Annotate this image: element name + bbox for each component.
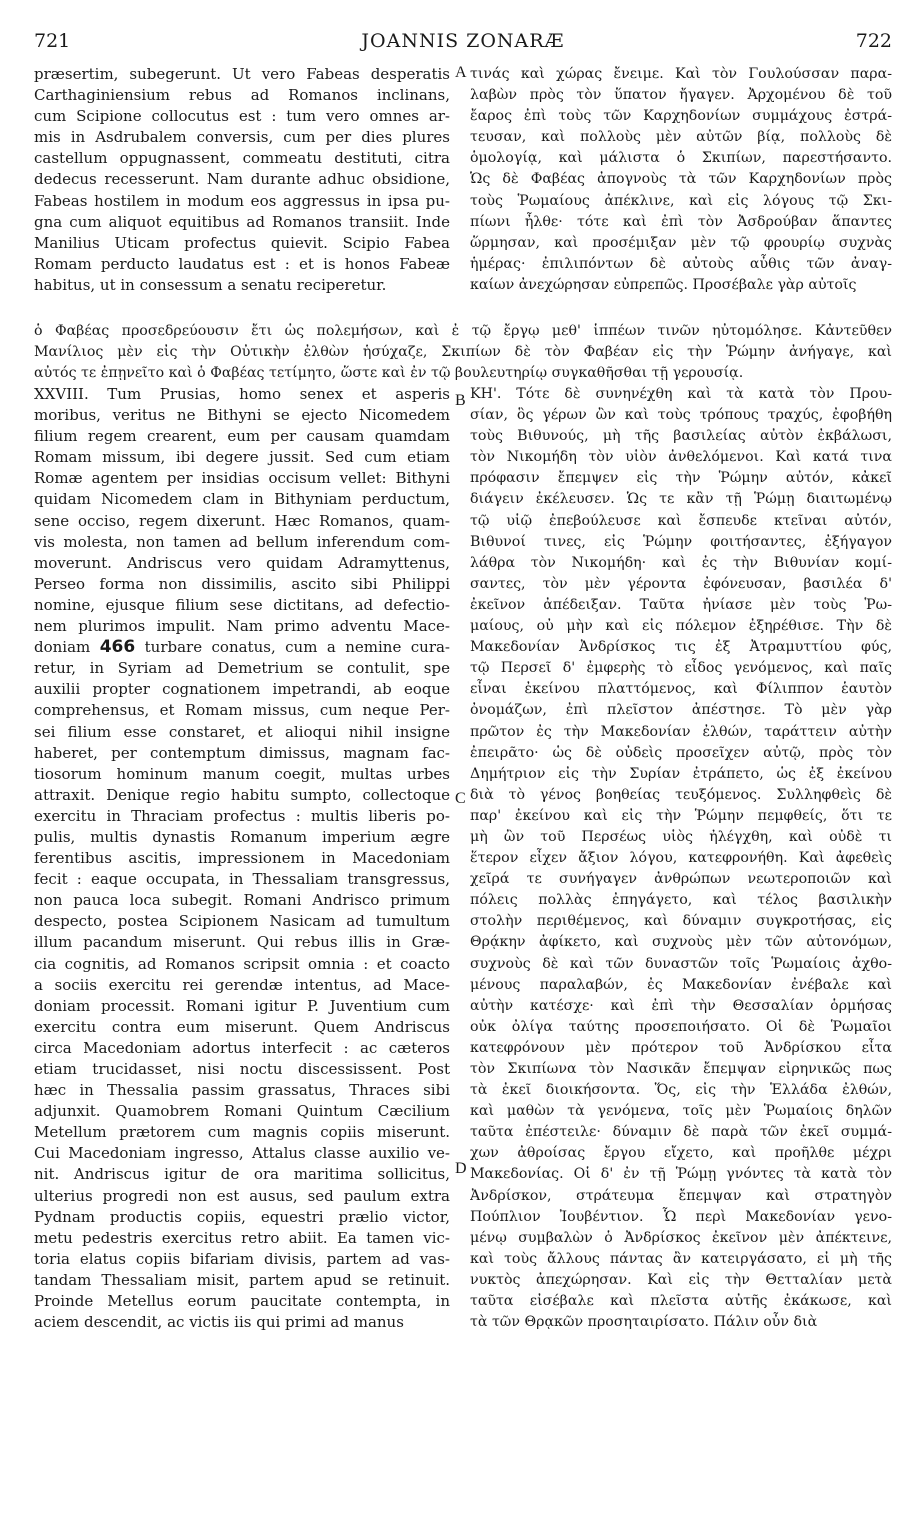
latin-text-line: pulis, multis dynastis Romanum imperium ægre [34, 827, 450, 846]
greek-text-line: μαίους, οὐ μὴν καὶ εἰς πόλεμον ἐξηρέθισε. Τὴν δὲ [470, 618, 892, 635]
greek-text-line: Μακεδονίαν Ἀνδρίσκος τις ἐξ Ἀτραμυττίου φύς, [470, 639, 892, 656]
latin-text-line: hæc in Thessalia passim grassatus, Thraces sibi [34, 1081, 450, 1100]
latin-text-line: tandam Thessaliam misit, partem apud se retinuit. [34, 1270, 450, 1289]
greek-text-line: τῷ υἱῷ ἐπεβούλευσε καὶ ἔσπευδε κτεῖναι αὐτόν, [470, 512, 892, 529]
greek-text-line: ὥρμησαν, καὶ προσέμιξαν μὲν τῷ φρουρίῳ συχνὰς [470, 234, 892, 251]
latin-text-line: Romam missum, ibi degere jussit. Sed cum etiam [34, 448, 450, 467]
greek-text-line: σαντες, τὸν μὲν γέροντα ἐφόνευσαν, βασιλέα δ' [470, 575, 892, 592]
latin-text-line: exercitu contra eum miserunt. Quem Andriscus [34, 1017, 450, 1036]
latin-text-line: Carthaginiensium rebus ad Romanos inclinans, [34, 86, 450, 105]
greek-text-line: Μακεδονίας. Οἱ δ' ἐν τῇ Ῥώμῃ γνόντες τὰ κατὰ τὸν [470, 1166, 892, 1183]
latin-text-line: cia cognitis, ad Romanos scripsit omnia : et coacto [34, 954, 450, 973]
greek-text-line: εἶναι ἐκείνου πλαττόμενος, καὶ Φίλιππον ἑαυτὸν [470, 681, 892, 698]
latin-text-line: præsertim, subegerunt. Ut vero Fabeas desperatis [34, 65, 450, 83]
greek-text-line: τὸν Σκιπίωνα τὸν Νασικᾶν ἔπεμψαν εἰρηνικῶς πως [470, 1061, 892, 1077]
latin-text-line: doniam 466 turbare conatus, cum a nemine cura- [34, 637, 450, 658]
greek-text-line: πρῶτον ἐς τὴν Μακεδονίαν ἐλθών, ταράττειν αὐτὴν [470, 723, 892, 740]
margin-letter-c: C [455, 790, 466, 807]
latin-text-line: adjunxit. Quamobrem Romani Quintum Cæcilium [34, 1102, 450, 1121]
greek-text-line: αὐτὴν κατέσχε· καὶ ἐπὶ τὴν Θεσσαλίαν ὁρμήσας [470, 997, 892, 1014]
latin-column-main [34, 384, 450, 1333]
greek-text-line: ἔαρος ἐπὶ τοὺς τῶν Καρχηδονίων συμμάχους ἐστρά- [470, 108, 892, 125]
greek-text-line: οὐκ ὀλίγα ταύτης προσεποιήσατο. Οἱ δὲ Ῥωμαῖοι [470, 1018, 892, 1035]
latin-text-line: Perseo forma non dissimilis, ascito sibi Philippi [34, 574, 450, 593]
greek-text-line: ἕτερον εἶχεν ἄξιον λόγου, κατεφρονήθη. Καὶ ἀφεθεὶς [470, 850, 892, 867]
latin-text-line: moribus, veritus ne Bithyni se ejecto Nicomedem [34, 406, 450, 425]
latin-text-line: XXVIII. Tum Prusias, homo senex et asperis [34, 385, 450, 403]
latin-text-line: attraxit. Denique regio habitu sumpto, collectoque [34, 785, 450, 804]
latin-text-line: filium regem crearent, eum per causam quamdam [34, 427, 450, 446]
margin-letter-d: D [455, 1160, 467, 1177]
latin-text-line: nem plurimos impulit. Nam primo adventu Mace- [34, 617, 450, 636]
latin-text-line: exercitu in Thraciam profectus : multis liberis po- [34, 806, 450, 825]
greek-text-line: Ὡς δὲ Φαβέας ἀπογνοὺς τὰ τῶν Καρχηδονίων πρὸς [470, 171, 892, 188]
latin-text-line: a sociis exercitu rei gerendæ intentus, ad Mace- [34, 975, 450, 994]
greek-text-line: ἐκεῖνον ἀπέδειξαν. Ταῦτα ἠνίασε μὲν τοὺς Ῥω- [470, 596, 892, 613]
greek-text-line: λάθρα τὸν Νικομήδη· καὶ ἐς τὴν Βιθυνίαν κομί- [470, 554, 892, 571]
greek-column-top [470, 64, 892, 296]
greek-text-line: τὸν Νικομήδη τὸν υἱὸν ἀνθελόμενοι. Καὶ κατά τινα [470, 449, 892, 466]
latin-text-line: ferentibus ascitis, impressionem in Macedoniam [34, 849, 450, 868]
greek-text-line: Μανίλιος μὲν εἰς τὴν Οὐτικὴν ἐλθὼν ἡσύχαζε, Σκιπίων δὲ τὸν Φαβέαν εἰς τὴν Ῥώμην ἀνήγαγε, καὶ [34, 344, 892, 361]
latin-text-line: despecto, postea Scipionem Nasicam ad tumultum [34, 912, 450, 931]
margin-letter-a: A [455, 64, 467, 81]
latin-text-line: Cui Macedoniam ingresso, Attalus classe auxilio ve- [34, 1144, 450, 1163]
latin-text-line: Fabeas hostilem in modum eos aggressus in ipsa pu- [34, 191, 450, 210]
greek-text-line: πίωνι ἦλθε· τότε καὶ ἐπὶ τὸν Ἀσδρούβαν ἅπαντες [470, 213, 892, 230]
latin-text-line: circa Macedoniam adortus interfecit : ac cæteros [34, 1038, 450, 1057]
latin-text-line: auxilii propter cognationem impetrandi, ab eoque [34, 680, 450, 699]
latin-text-line: nit. Andriscus igitur de ora maritima sollicitus, [34, 1165, 450, 1184]
latin-text-line: comprehensus, et Romam missus, cum neque Per- [34, 701, 450, 720]
latin-text-line: Proinde Metellus eorum paucitate contempta, in [34, 1292, 450, 1311]
greek-text-line: ταῦτα ἐπέστειλε· δύναμιν δὲ παρὰ τῶν ἐκεῖ συμμά- [470, 1124, 892, 1141]
latin-text-line: dedecus recesserunt. Nam durante adhuc obsidione, [34, 170, 450, 189]
latin-text-line: Romam perducto laudatus est : et is honos Fabeæ [34, 254, 450, 273]
greek-text-line: παρ' ἐκείνου καὶ εἰς τὴν Ῥώμην πεμφθείς, ὅτι τε [470, 807, 892, 824]
greek-text-line: μὴ ὢν τοῦ Περσέως υἱὸς ἠλέγχθη, καὶ οὐδὲ τι [470, 828, 892, 845]
greek-text-line: στολὴν περιθέμενος, καὶ δύναμιν συγκροτήσας, εἰς [470, 913, 892, 930]
latin-text-line: habitus, ut in consessum a senatu reciperetur. [34, 275, 387, 294]
greek-text-line: μένῳ συμβαλὼν ὁ Ἀνδρίσκος ἐκεῖνον μὲν ἀπέκτεινε, [470, 1229, 892, 1246]
greek-text-line: κατεφρόνουν μὲν πρότερον τοῦ Ἀνδρίσκου εἶτα [470, 1039, 892, 1056]
greek-text-line: λαβὼν πρὸς τὸν ὕπατον ἤγαγεν. Ἀρχομένου δὲ τοῦ [470, 87, 892, 104]
greek-text-line: διάγειν ἐκέλευσεν. Ὡς τε κἂν τῇ Ῥώμῃ διαιτωμένῳ [470, 491, 892, 508]
greek-text-line: ὁμολογίᾳ, καὶ μάλιστα ὁ Σκιπίων, παρεστήσαντο. [470, 150, 892, 167]
greek-text-line: καίων ἀνεχώρησαν εὐπρεπῶς. Προσέβαλε γὰρ αὐτοῖς [470, 276, 857, 293]
greek-text-line: ὁ Φαβέας προσεδρεύουσιν ἔτι ὡς πολεμήσων, καὶ ἐ τῷ ἔργῳ μεθ' ἱππέων τινῶν ηὐτομόλησε. Κἀντεῦθεν [34, 323, 892, 339]
greek-text-line: τευσαν, καὶ πολλοὺς μὲν αὐτῶν βίᾳ, πολλοὺς δὲ [470, 129, 892, 146]
latin-text-line: Metellum prætorem cum magnis copiis miserunt. [34, 1123, 450, 1142]
greek-text-line: τινάς καὶ χώρας ἔνειμε. Καὶ τὸν Γουλούσσαν παρα- [470, 66, 892, 82]
latin-text-line: metu pedestris exercitus retro abiit. Ea tamen vic- [34, 1228, 450, 1247]
latin-text-line: ulterius progredi non est ausus, sed paulum extra [34, 1186, 450, 1205]
edition-page-reference: 466 [99, 637, 136, 658]
latin-text-line: vis molesta, non tamen ad bellum inferendum com- [34, 532, 450, 551]
greek-text-line: μένους παραλαβών, ἐς Μακεδονίαν ἐνέβαλε καὶ [470, 976, 892, 993]
latin-text-line: moverunt. Andriscus vero quidam Adramyttenus, [34, 553, 450, 572]
latin-text-line: sei filium esse constaret, et alioqui nihil insigne [34, 722, 450, 741]
greek-text-line: Δημήτριον εἰς τὴν Συρίαν ἐτράπετο, ὡς ἐξ ἐκείνου [470, 765, 892, 782]
full-width-greek-lines [34, 321, 892, 384]
page-header [34, 30, 892, 56]
latin-text-line: non pauca loca subegit. Romani Andrisco primum [34, 891, 450, 910]
latin-text-line: retur, in Syriam ad Demetrium se contulit, spe [34, 659, 450, 678]
margin-letter-b: B [455, 392, 466, 409]
latin-text-line: Manilius Uticam profectus quievit. Scipio Fabea [34, 233, 450, 252]
latin-text-line: gna cum aliquot equitibus ad Romanos transiit. Inde [34, 212, 450, 231]
greek-text-line: συχνοὺς δὲ καὶ τῶν δυναστῶν τοῖς Ῥωμαίοις ἀχθο- [470, 955, 892, 972]
greek-text-line: ταῦτα εἰσέβαλε καὶ πλεῖστα αὐτῆς ἐκάκωσε, καὶ [470, 1293, 892, 1310]
greek-text-line: πόλεις πολλὰς ἐπηγάγετο, καὶ τέλος βασιλικὴν [470, 892, 892, 909]
greek-text-line: τὰ τῶν Θρᾳκῶν προσηταιρίσατο. Πάλιν οὖν διὰ [470, 1314, 818, 1331]
greek-text-line: ὀνομάζων, ἐπὶ πλεῖστον ἀπέστησε. Τὸ μὲν γὰρ [470, 702, 892, 719]
greek-text-line: νυκτὸς ἀπεχώρησαν. Καὶ εἰς τὴν Θετταλίαν μετὰ [470, 1271, 892, 1288]
latin-text-line: illum pacandum miserunt. Qui rebus illis in Græ- [34, 933, 450, 952]
greek-text-line: ἡμέρας· ἐπιλιπόντων δὲ αὐτοὺς αὖθις τῶν ἀναγ- [470, 255, 892, 272]
latin-text-line: haberet, per contemptum dimissus, magnam fac- [34, 743, 450, 762]
greek-text-line: καὶ μαθὼν τὰ γενόμενα, τοῖς μὲν Ῥωμαίοις δηλῶν [470, 1103, 892, 1120]
greek-text-line: τὰ ἐκεῖ διοικήσοντα. Ὅς, εἰς τὴν Ἑλλάδα ἐλθών, [470, 1082, 892, 1099]
latin-text-line: toria elatus copiis bifariam divisis, partem ad vas- [34, 1249, 450, 1268]
latin-text-line: etiam trucidasset, nisi noctu discessissent. Post [34, 1060, 450, 1078]
latin-text-line: tiosorum hominum manum coegit, multas urbes [34, 764, 450, 783]
greek-text-line: αὐτός τε ἐπῃνεῖτο καὶ ὁ Φαβέας τετίμητο, ὥστε καὶ ἐν τῷ βουλευτηρίῳ συγκαθῆσθαι τῇ γερουσίᾳ. [34, 365, 744, 382]
latin-text-line: sene occiso, regem dixerunt. Hæc Romanos, quam- [34, 511, 450, 530]
greek-text-line: σίαν, ὃς γέρων ὢν καὶ τοὺς τρόπους τραχύς, ἐφοβήθη [470, 407, 892, 424]
greek-text-line: τῷ Περσεῖ δ' ἐμφερὴς τὸ εἶδος γενόμενος, καὶ παῖς [470, 660, 892, 677]
greek-text-line: Βιθυνοί τινες, εἰς Ῥώμην φοιτήσαντες, ἐξήγαγον [470, 533, 892, 550]
greek-text-line: πρόφασιν ἔπεμψεν εἰς τὴν Ῥώμην αὐτόν, κἀκεῖ [470, 470, 892, 487]
latin-text-line: Romæ agentem per insidias occisum vellet: Bithyni [34, 469, 450, 488]
latin-text-line: castellum oppugnassent, commeatu destituti, citra [34, 149, 450, 168]
latin-text-line: cum Scipione collocutus est : tum vero omnes ar- [34, 107, 450, 126]
greek-text-line: καὶ τοὺς ἄλλους πάντας ἂν κατειργάσατο, εἰ μὴ τῆς [470, 1250, 892, 1267]
latin-text-line: quidam Nicomedem clam in Bithyniam perductum, [34, 490, 450, 509]
latin-text-line: mis in Asdrubalem conversis, cum per dies plures [34, 128, 450, 147]
greek-text-line: Πούπλιον Ἰουβέντιον. Ὧ περὶ Μακεδονίαν γενο- [470, 1208, 892, 1225]
greek-text-line: διὰ τὸ γένος βοηθείας τευξόμενος. Συλληφθεὶς δὲ [470, 786, 892, 803]
greek-text-line: ΚΗ'. Τότε δὲ συνηνέχθη καὶ τὰ κατὰ τὸν Πρου- [470, 386, 892, 402]
latin-text-line: Pydnam productis copiis, equestri prælio victor, [34, 1207, 450, 1226]
latin-text-line: nomine, ejusque filium sese dictitans, ad defectio- [34, 595, 450, 614]
greek-text-line: ἐπειρᾶτο· ὡς δὲ οὐδεὶς προσεῖχεν αὐτῷ, πρὸς τὸν [470, 744, 892, 761]
latin-text-line: doniam processit. Romani igitur P. Juventium cum [34, 996, 450, 1015]
greek-text-line: τοὺς Βιθυνούς, μὴ τῆς βασιλείας αὐτὸν ἐκβάλωσι, [470, 428, 892, 445]
running-title: JOANNIS ZONARÆ [361, 30, 565, 52]
latin-text-line: aciem descendit, ac victis iis qui primi ad manus [34, 1313, 404, 1332]
page-number-left: 721 [34, 30, 71, 52]
greek-text-line: τοὺς Ῥωμαίους ἀπέκλινε, καὶ εἰς λόγους τῷ Σκι- [470, 192, 892, 209]
greek-text-line: Ἀνδρίσκον, στράτευμα ἔπεμψαν καὶ στρατηγὸν [470, 1187, 892, 1204]
greek-column-main [470, 384, 892, 1333]
page-number-right: 722 [855, 30, 892, 52]
latin-text-line: fecit : eaque occupata, in Thessaliam transgressus, [34, 870, 450, 889]
greek-text-line: χεῖρά τε συνήγαγεν ἀνθρώπων νεωτεροποιῶν καὶ [470, 871, 892, 888]
greek-text-line: Θρᾴκην ἀφίκετο, καὶ συχνοὺς μὲν τῶν αὐτονόμων, [470, 934, 892, 951]
latin-column-top [34, 64, 450, 296]
greek-text-line: χων ἀθροίσας ἔργου εἴχετο, καὶ προῆλθε μέχρι [470, 1145, 892, 1162]
